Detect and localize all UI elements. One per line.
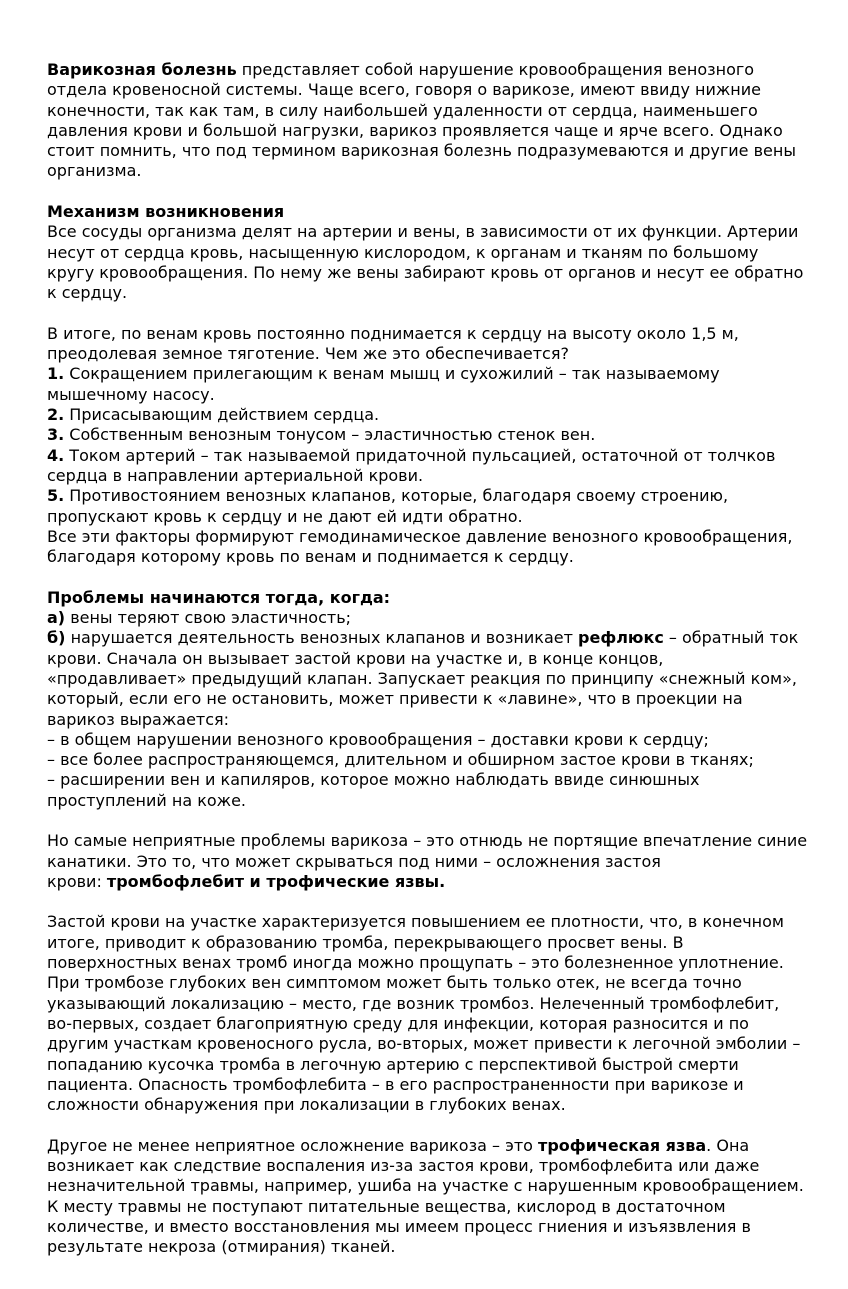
flow-intro: В итоге, по венам кровь постоянно поднимается к сердцу на высоту около 1,5 м, преодолевая земное тяготение. Чем же это обеспечивается? <box>47 323 739 364</box>
flow-item-2-num: 2. <box>47 405 65 425</box>
consequence-1: – в общем нарушении венозного кровообращения – доставки крови к сердцу; <box>47 729 709 749</box>
complications-text: Но самые неприятные проблемы варикоза – это отнюдь не портящие впечатление синие канатики. Это то, что может скрываться под ними – осложнения застоя крови: <box>47 831 808 891</box>
consequence-3: – расширении вен и капиляров, которое можно наблюдать ввиде синюшных проступлений на коже. <box>47 770 700 810</box>
mechanism-heading-text: Механизм возникновения <box>47 202 285 222</box>
problems-heading <box>47 588 837 608</box>
problems-item-b-bold: рефлюкс <box>578 628 664 648</box>
flow-item-4 <box>47 446 837 487</box>
spacer <box>47 567 837 587</box>
spacer <box>47 892 837 912</box>
intro-text: представляет собой нарушение кровообращения венозного отдела кровеносной системы. Чаще всего, говоря о варикозе, имеют ввиду нижние конечности, так как там, в силу наибольшей удаленности от сердца, наименьшего давления крови и большой нагрузки, варикоз проявляется чаще и ярче всего. Однако стоит помнить, что под термином варикозная болезнь подразумеваются и другие вены организма. <box>47 60 796 181</box>
spacer <box>47 1115 837 1135</box>
problems-item-b <box>47 628 837 729</box>
intro-paragraph <box>47 60 837 182</box>
flow-item-1-num: 1. <box>47 364 65 384</box>
flow-item-1-text: Сокращением прилегающим к венам мышц и сухожилий – так называемому мышечному насосу. <box>47 364 720 404</box>
ulcer-text-2: . Она возникает как следствие воспаления из-за застоя крови, тромбофлебита или даже незначительной травмы, например, ушиба на участке с нарушенным кровообращением. К месту травмы не поступают питательные вещества, кислород в достаточном количестве, и вместо восстановления мы имеем процесс гниения и изъязвления в результате некроза (отмирания) тканей. <box>47 1135 804 1257</box>
flow-item-3-num: 3. <box>47 425 65 445</box>
document-page <box>47 60 837 1258</box>
ulcer-paragraph <box>47 1136 837 1258</box>
problems-item-a-label: а) <box>47 608 66 628</box>
spacer <box>47 182 837 202</box>
intro-bold-term: Варикозная болезнь <box>47 60 237 79</box>
flow-item-2-text: Присасывающим действием сердца. <box>64 405 380 425</box>
thrombus-paragraph: Застой крови на участке характеризуется повышением ее плотности, что, в конечном итоге, приводит к образованию тромба, перекрывающего просвет вены. В поверхностных венах тромб иногда можно прощупать – это болезненное уплотнение. При тромбозе глубоких вен симптомом может быть только отек, не всегда точно указывающий локализацию – место, где возник тромбоз. Нелеченный тромбофлебит, во-первых, создает благоприятную среду для инфекции, которая разносится и по другим участкам кровеносного русла, во-вторых, может привести к легочной эмболии – попаданию кусочка тромба в легочную артерию с перспективой быстрой смерти пациента. Опасность тромбофлебита – в его распространенности при варикозе и сложности обнаружения при локализации в глубоких венах. <box>47 912 801 1115</box>
flow-item-5-num: 5. <box>47 486 65 506</box>
problems-item-b-label: б) <box>47 628 66 648</box>
flow-item-3-text: Собственным венозным тонусом – эластичностью стенок вен. <box>64 425 596 445</box>
spacer <box>47 304 837 324</box>
flow-item-2 <box>47 405 837 425</box>
problems-item-a <box>47 608 837 628</box>
complications-paragraph <box>47 831 837 892</box>
flow-item-5 <box>47 486 837 527</box>
consequence-2: – все более распространяющемся, длительном и обширном застое крови в тканях; <box>47 750 754 770</box>
ulcer-text-1: Другое не менее неприятное осложнение варикоза – это <box>47 1135 539 1155</box>
flow-item-4-text: Током артерий – так называемой придаточной пульсацией, остаточной от толчков сердца в направлении артериальной крови. <box>47 445 776 485</box>
problems-item-a-text: вены теряют свою эластичность; <box>65 608 352 628</box>
flow-conclusion: Все эти факторы формируют гемодинамическое давление венозного кровообращения, благодаря которому кровь по венам и поднимается к сердцу. <box>47 526 793 567</box>
flow-item-1 <box>47 364 837 405</box>
flow-item-3 <box>47 425 837 445</box>
flow-item-5-text: Противостоянием венозных клапанов, которые, благодаря своему строению, пропускают кровь к сердцу и не дают ей идти обратно. <box>47 486 729 526</box>
mechanism-heading <box>47 202 837 222</box>
flow-item-4-num: 4. <box>47 445 65 465</box>
problems-item-b-text-2: – обратный ток крови. Сначала он вызывает застой крови на участке и, в конце концов, «продавливает» предыдущий клапан. Запускает реакция по принципу «снежный ком», который, если его не остановить, может привести к «лавине», что в проекции на варикоз выражается: <box>47 628 799 729</box>
mechanism-paragraph: Все сосуды организма делят на артерии и вены, в зависимости от их функции. Артерии несут от сердца кровь, насыщенную кислородом, к органам и тканям по большому кругу кровообращения. По нему же вены забирают кровь от органов и несут ее обратно к сердцу. <box>47 222 804 303</box>
problems-item-b-text-1: нарушается деятельность венозных клапанов и возникает <box>65 628 579 648</box>
problems-heading-text: Проблемы начинаются тогда, когда: <box>47 587 391 607</box>
complications-bold: тромбофлебит и трофические язвы. <box>106 871 446 891</box>
ulcer-bold: трофическая язва <box>538 1135 707 1155</box>
spacer <box>47 811 837 831</box>
